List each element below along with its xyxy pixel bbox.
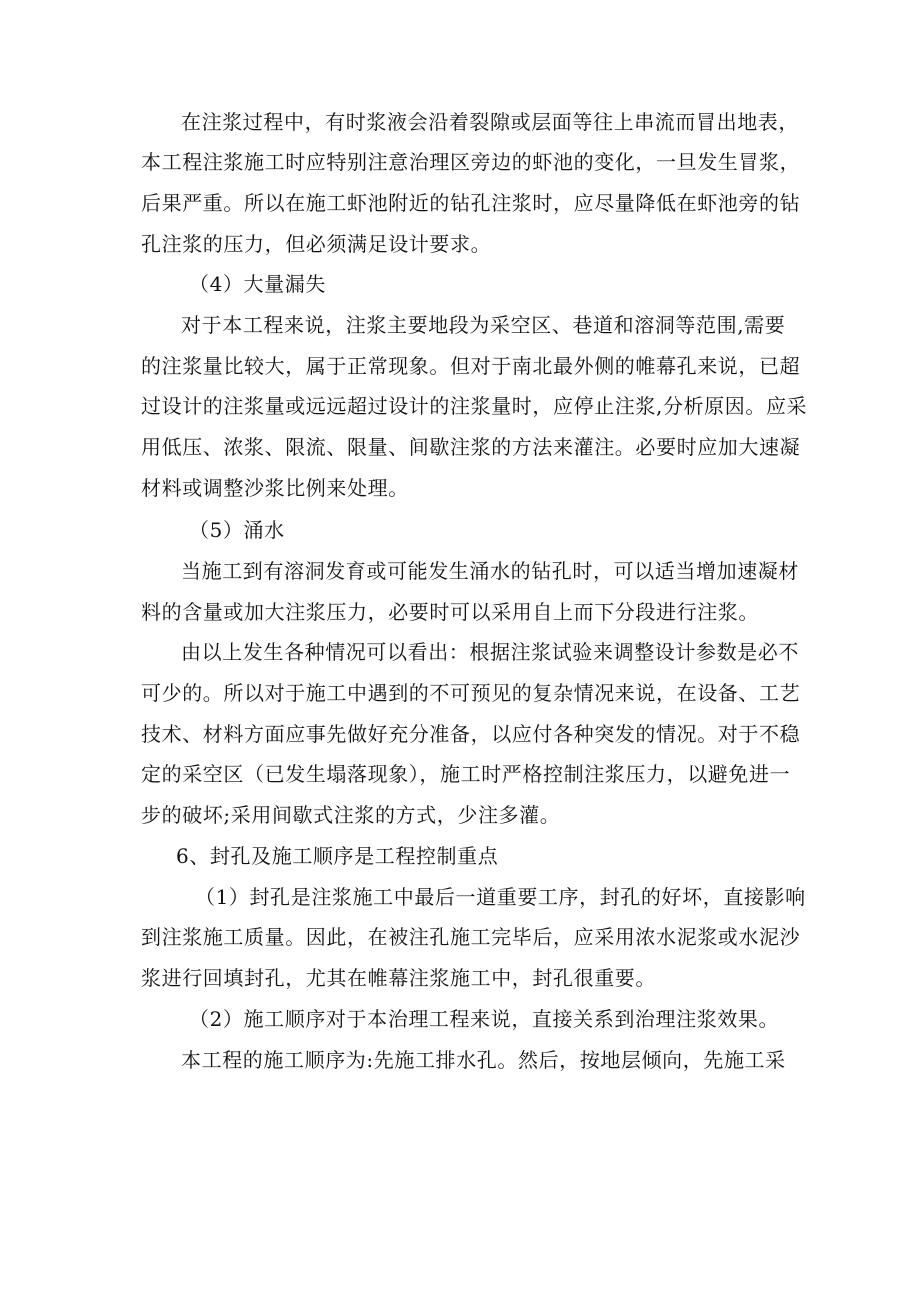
paragraph-line: 的注浆量比较大，属于正常现象。但对于南北最外侧的帷幕孔来说，已超 [141, 354, 801, 378]
paragraph-line: 料的含量或加大注浆压力，必要时可以采用自上而下分段进行注浆。 [141, 600, 759, 624]
paragraph-line: 对于本工程来说，注浆主要地段为采空区、巷道和溶洞等范围,需要 [181, 313, 786, 337]
paragraph-line: 定的采空区（已发生塌落现象），施工时严格控制注浆压力，以避免进一 [141, 762, 791, 786]
paragraph-line: 在注浆过程中，有时浆液会沿着裂隙或层面等往上串流而冒出地表， [181, 110, 799, 134]
section-heading: 6、封孔及施工顺序是工程控制重点 [176, 844, 499, 868]
paragraph-line: 过设计的注浆量或远远超过设计的注浆量时，应停止注浆,分析原因。应采 [141, 394, 808, 418]
paragraph-line: 本工程的施工顺序为:先施工排水孔。然后，按地层倾向，先施工采 [181, 1048, 786, 1072]
section-heading: （4）大量漏失 [189, 272, 326, 296]
paragraph-line: 到注浆施工质量。因此，在被注孔施工完毕后，应采用浓水泥浆或水泥沙 [141, 925, 801, 949]
paragraph-line: 用低压、浓浆、限流、限量、间歇注浆的方法来灌注。必要时应加大速凝 [141, 435, 801, 459]
paragraph-line: 当施工到有溶洞发育或可能发生涌水的钻孔时，可以适当增加速凝材 [181, 559, 799, 583]
paragraph-line: 技术、材料方面应事先做好充分准备，以应付各种突发的情况。对于不稳 [141, 722, 801, 746]
paragraph-line: 后果严重。所以在施工虾池附近的钻孔注浆时，应尽量降低在虾池旁的钻 [141, 191, 801, 215]
paragraph-line: 孔注浆的压力，但必须满足设计要求。 [141, 232, 492, 256]
section-heading: （5）涌水 [189, 518, 285, 542]
paragraph-line: 浆进行回填封孔，尤其在帷幕注浆施工中，封孔很重要。 [141, 966, 656, 990]
paragraph-line: 可少的。所以对于施工中遇到的不可预见的复杂情况来说，在设备、工艺 [141, 681, 801, 705]
paragraph-line: （1）封孔是注浆施工中最后一道重要工序，封孔的好坏，直接影响 [195, 885, 806, 909]
paragraph-line: 由以上发生各种情况可以看出：根据注浆试验来调整设计参数是必不 [181, 640, 799, 664]
paragraph-line: 本工程注浆施工时应特别注意治理区旁边的虾池的变化，一旦发生冒浆， [141, 150, 801, 174]
paragraph-line: 步的破坏;采用间歇式注浆的方式，少注多灌。 [141, 803, 561, 827]
paragraph-line: 材料或调整沙浆比例来处理。 [141, 476, 409, 500]
paragraph-line: （2）施工顺序对于本治理工程来说，直接关系到治理注浆效果。 [189, 1007, 780, 1031]
